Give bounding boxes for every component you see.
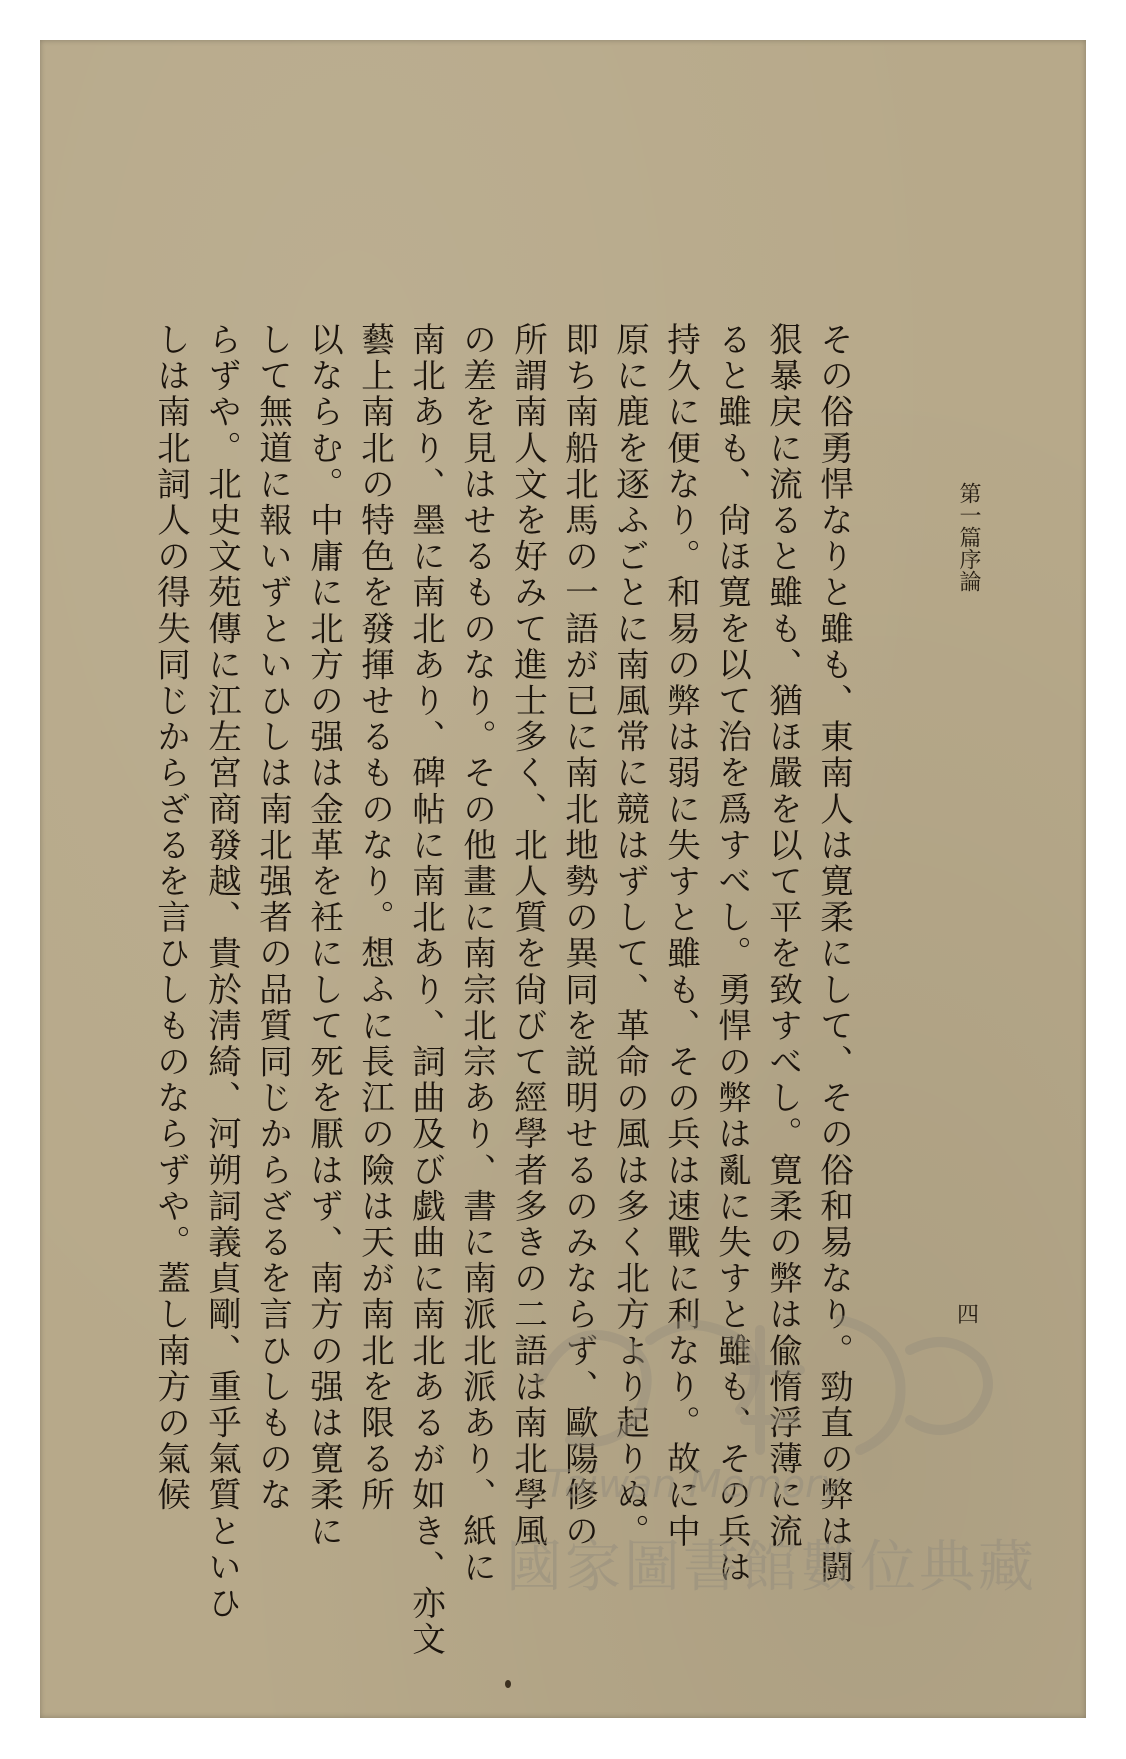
- text-column: 持久に便なり。和易の弊は弱に失すと雖も、その兵は速戰に利なり。故に中: [661, 322, 701, 1550]
- text-column: 原に鹿を逐ふごとに南風常に競はずして、革命の風は多く北方より起りぬ。: [610, 322, 650, 1550]
- text-column: 以ならむ。中庸に北方の强は金革を衽にして死を厭はず、南方の强は寛柔に: [304, 322, 344, 1550]
- text-column: 即ち南船北馬の一語が已に南北地勢の異同を説明せるのみならず、歐陽修の: [559, 322, 599, 1550]
- text-column: その俗勇悍なりと雖も、東南人は寛柔にして、その俗和易なり。勁直の弊は闘: [814, 322, 854, 1586]
- text-column: らずや。北史文苑傳に江左宮商發越、貴於淸綺、河朔詞義貞剛、重乎氣質といひ: [202, 322, 242, 1622]
- watermark-chinese: 國家圖書館數位典藏: [506, 1535, 1037, 1600]
- page-number: 四: [957, 1303, 980, 1328]
- text-column: 所謂南人文を好みて進士多く、北人質を尙びて經學者多きの二語は南北學風: [508, 322, 548, 1550]
- page-speck: [505, 1680, 511, 1688]
- text-column: 藝上南北の特色を發揮せるものなり。想ふに長江の險は天が南北を限る所: [355, 322, 395, 1514]
- text-column: 南北あり、墨に南北あり、碑帖に南北あり、詞曲及び戯曲に南北あるが如き、亦文: [406, 322, 446, 1658]
- text-column: して無道に報いずといひしは南北强者の品質同じからざるを言ひしものな: [253, 322, 293, 1514]
- text-column: しは南北詞人の得失同じからざるを言ひしものならずや。蓋し南方の氣候: [151, 322, 191, 1514]
- text-column: 狠暴戻に流ると雖も、猶ほ嚴を以て平を致すべし。寛柔の弊は偸惰浮薄に流: [763, 322, 803, 1550]
- text-column: の差を見はせるものなり。その他畫に南宗北宗あり、書に南派北派あり、紙に: [457, 322, 497, 1586]
- page-title: 第一篇序論: [956, 482, 981, 592]
- text-column: ると雖も、尙ほ寛を以て治を爲すべし。勇悍の弊は亂に失すと雖も、その兵は: [712, 322, 752, 1586]
- watermark-english: Taiwan Memory: [545, 1462, 844, 1506]
